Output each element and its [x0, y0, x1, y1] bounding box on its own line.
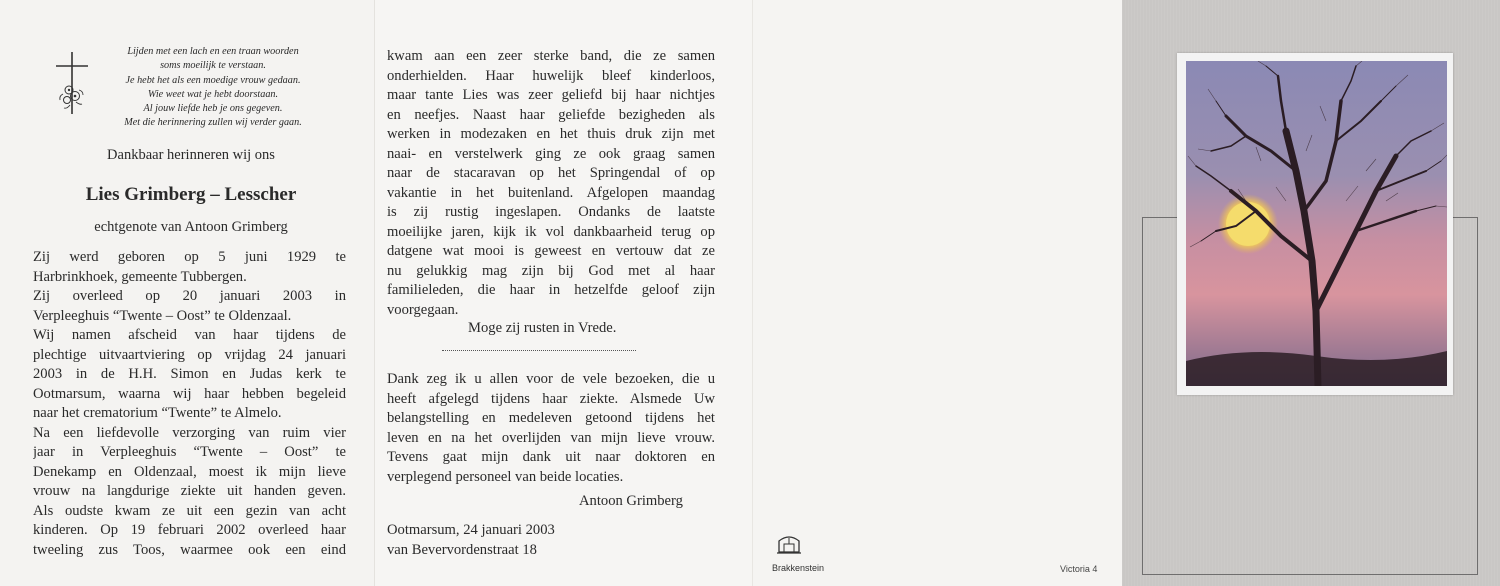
text-line: werken in modezaken en het thuis druk zijn met: [387, 126, 715, 142]
text-line: verplegend personeel van beide locaties.: [387, 468, 624, 485]
intro-text: Dankbaar herinneren wij ons: [107, 147, 275, 163]
poem-line: Je hebt het als een moedige vrouw gedaan.: [125, 74, 301, 86]
text-line: Wij namen afscheid van haar tijdens de: [33, 327, 346, 343]
rest-in-peace-line: Moge zij rusten in Vrede.: [468, 320, 617, 336]
text-line: plechtige uitvaartviering op vrijdag 24 januari: [33, 346, 346, 363]
place-address: [387, 521, 555, 560]
text-line: Tevens gaat mijn dank uit naar doktoren en: [387, 449, 715, 465]
text-line: voorgegaan.: [387, 301, 459, 318]
text-line: naai- en verstelwerk ging ze ook graag samen: [387, 145, 715, 162]
text-line: Als oudste kwam ze uit een gezin van acht: [33, 502, 346, 519]
text-line: kinderen. Op 19 februari 2002 overleed haar: [33, 522, 346, 538]
text-line: is zij rustig ingeslapen. Ondanks de laatste: [387, 204, 715, 220]
place-date: Ootmarsum, 24 januari 2003: [387, 522, 555, 538]
thanks-text: [387, 370, 715, 487]
text-line: nu gelukkig mag zijn bij God met al haar: [387, 262, 715, 279]
text-line: Denekamp en Oldenzaal, moest ik mijn lieve: [33, 463, 346, 480]
text-line: maar tante Lies was zeer geliefd bij haar nichtjes: [387, 87, 715, 103]
poem-line: Al jouw liefde heb je ons gegeven.: [143, 103, 283, 115]
spouse-line: echtgenote van Antoon Grimberg: [94, 219, 288, 235]
text-line: onderhielden. Haar huwelijk bleef kinderloos,: [387, 67, 715, 84]
deceased-name: Lies Grimberg – Lesscher: [85, 184, 297, 205]
text-line: leven en na het overlijden van mijn lieve vrouw.: [387, 429, 715, 446]
back-cover: [752, 0, 1122, 586]
text-line: vakantie in het buitenland. Afgelopen maandag: [387, 184, 715, 201]
cross-with-roses-icon: [50, 50, 94, 120]
text-line: familieleden, die haar in hetzelfde geloof zijn: [387, 282, 715, 298]
text-line: Na een liefdevolle verzorging van ruim vier: [33, 424, 346, 441]
text-line: Zij werd geboren op 5 juni 1929 te: [33, 249, 346, 265]
poem-line: Wie weet wat je hebt doorstaan.: [147, 88, 279, 100]
text-line: kwam aan een zeer sterke band, die ze samen: [387, 48, 715, 64]
text-line: heeft afgelegd tijdens haar ziekte. Alsmede Uw: [387, 390, 715, 407]
sunset-tree-photo: [1186, 61, 1447, 386]
address: van Bevervordenstraat 18: [387, 541, 537, 558]
text-line: jaar in Verpleeghuis “Twente – Oost” te: [33, 444, 346, 460]
text-line: naar het crematorium “Twente” te Almelo.: [33, 405, 282, 421]
poem-line: soms moeilijk te verstaan.: [160, 60, 266, 72]
text-line: Dank zeg ik u allen voor de vele bezoeken, die u: [387, 371, 715, 387]
text-line: Verpleeghuis “Twente – Oost” te Oldenzaal.: [33, 307, 292, 324]
text-line: Harbrinkhoek, gemeente Tubbergen.: [33, 268, 247, 285]
text-line: en neefjes. Naast haar geliefde bezigheden als: [387, 106, 715, 123]
signature: Antoon Grimberg: [579, 493, 683, 509]
text-line: moeilijke jaren, kijk ik vol dankbaarheid terug op: [387, 223, 715, 240]
text-line: tweeling zus Toos, waarmee ook een eind: [33, 541, 346, 558]
poem-line: Lijden met een lach en een traan woorden: [127, 46, 299, 57]
text-line: datgene wat mooi is geweest en vertouw dat ze: [387, 243, 715, 259]
text-line: 2003 in de H.H. Simon en Judas kerk te: [33, 366, 346, 382]
card-model: Victoria 4: [1060, 564, 1098, 574]
text-line: Zij overleed op 20 januari 2003 in: [33, 288, 346, 304]
text-line: vrouw na langdurige ziekte uit handen geven.: [33, 483, 346, 499]
dotted-divider: [442, 350, 636, 351]
poem: [104, 45, 322, 131]
text-line: Ootmarsum, waarna wij haar hebben begeleid: [33, 385, 346, 402]
publisher-name: Brakkenstein: [772, 563, 825, 573]
text-line: naar de stacaravan op het Springendal of op: [387, 165, 715, 181]
biography-right: [387, 47, 715, 320]
text-line: belangstelling en medeleven getoond tijdens het: [387, 410, 715, 426]
publisher-logo-icon: [776, 532, 802, 556]
poem-line: Met die herinnering zullen wij verder gaan.: [124, 117, 302, 129]
biography-left: [33, 248, 346, 560]
